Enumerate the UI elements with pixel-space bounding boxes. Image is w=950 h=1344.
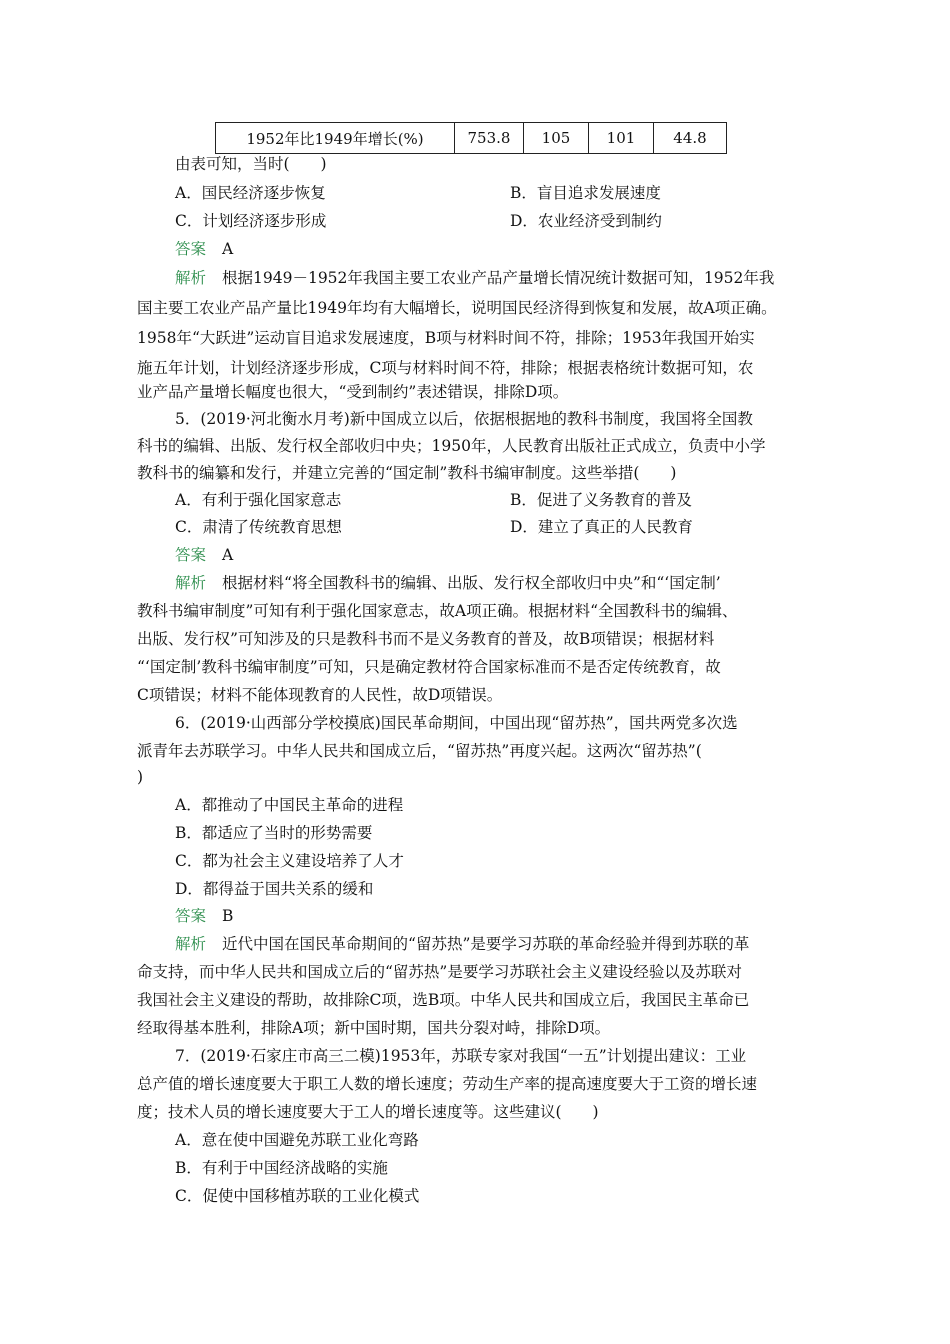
q7-stem-line: 7．(2019·石家庄市高三二模)1953年，苏联专家对我国“一五”计划提出建议：工业: [175, 1047, 747, 1065]
answer-label: 答案: [175, 546, 207, 564]
q4-analysis-line: 1958年“大跃进”运动盲目追求发展速度，B项与材料时间不符，排除；1953年我国开始实: [137, 329, 755, 347]
answer-label: 答案: [175, 907, 207, 925]
table-cell: 753.8: [455, 123, 524, 154]
table-cell: 101: [589, 123, 654, 154]
q5-option-a: A．有利于强化国家意志: [175, 491, 342, 509]
analysis-label: 解析: [175, 269, 207, 287]
q6-option-d: D．都得益于国共关系的缓和: [175, 880, 374, 898]
table-cell: 1952年比1949年增长(%): [216, 123, 455, 154]
answer-label: 答案: [175, 240, 207, 258]
q7-stem-line: 度；技术人员的增长速度要大于工人的增长速度等。这些建议( ): [137, 1103, 599, 1121]
analysis-text: 近代中国在国民革命期间的“留苏热”是要学习苏联的革命经验并得到苏联的革: [222, 935, 750, 953]
q6-stem-line: ): [137, 768, 144, 786]
q5-analysis-line: [175, 573, 721, 593]
q4-answer: [175, 239, 233, 259]
q6-stem-line: 派青年去苏联学习。中华人民共和国成立后，“留苏热”再度兴起。这两次“留苏热”(: [137, 742, 702, 760]
q7-option-c: C．促使中国移植苏联的工业化模式: [175, 1187, 420, 1205]
q4-analysis-line: [175, 268, 774, 288]
q5-option-c: C．肃清了传统教育思想: [175, 518, 342, 536]
q5-analysis-line: 出版、发行权”可知涉及的只是教科书而不是义务教育的普及，故B项错误；根据材料: [137, 630, 715, 648]
table-cell: 44.8: [654, 123, 727, 154]
answer-value: A: [222, 546, 234, 564]
q7-option-b: B．有利于中国经济战略的实施: [175, 1159, 388, 1177]
q5-analysis-line: 教科书编审制度”可知有利于强化国家意志，故A项正确。根据材料“全国教科书的编辑、: [137, 602, 738, 620]
q4-option-d: D．农业经济受到制约: [510, 212, 662, 230]
q5-analysis-line: “‘国定制’教科书编审制度”可知，只是确定教材符合国家标准而不是否定传统教育，故: [137, 658, 721, 676]
analysis-label: 解析: [175, 935, 207, 953]
q5-analysis-line: C项错误；材料不能体现教育的人民性，故D项错误。: [137, 686, 503, 704]
q6-answer: [175, 906, 233, 926]
q4-option-a: A．国民经济逐步恢复: [175, 184, 326, 202]
q4-analysis-line: 业产品产量增长幅度也很大，“受到制约”表述错误，排除D项。: [137, 383, 569, 401]
table-cell: 105: [524, 123, 589, 154]
q4-stem: 由表可知，当时( ): [175, 155, 327, 173]
q4-option-c: C．计划经济逐步形成: [175, 212, 327, 230]
q6-analysis-line: 我国社会主义建设的帮助，故排除C项，选B项。中华人民共和国成立后，我国民主革命已: [137, 991, 750, 1009]
q6-analysis-line: [175, 934, 749, 954]
q6-analysis-line: 经取得基本胜利，排除A项；新中国时期，国共分裂对峙，排除D项。: [137, 1019, 611, 1037]
q5-stem-line: 5．(2019·河北衡水月考)新中国成立以后，依据根据地的教科书制度，我国将全国教: [175, 410, 753, 428]
q5-answer: [175, 545, 233, 565]
q5-option-b: B．促进了义务教育的普及: [510, 491, 692, 509]
q6-stem-line: 6．(2019·山西部分学校摸底)国民革命期间，中国出现“留苏热”，国共两党多次选: [175, 714, 738, 732]
growth-table: [215, 122, 727, 154]
q7-option-a: A．意在使中国避免苏联工业化弯路: [175, 1131, 419, 1149]
q7-stem-line: 总产值的增长速度要大于职工人数的增长速度；劳动生产率的提高速度要大于工资的增长速: [137, 1075, 758, 1093]
q5-stem-line: 教科书的编纂和发行，并建立完善的“国定制”教科书编审制度。这些举措( ): [137, 464, 677, 482]
analysis-text: 根据1949－1952年我国主要工农业产品产量增长情况统计数据可知，1952年我: [222, 269, 775, 287]
q6-option-c: C．都为社会主义建设培养了人才: [175, 852, 404, 870]
q4-analysis-line: 施五年计划，计划经济逐步形成，C项与材料时间不符，排除；根据表格统计数据可知，农: [137, 359, 754, 377]
q4-analysis-line: 国主要工农业产品产量比1949年均有大幅增长，说明国民经济得到恢复和发展，故A项正确。: [137, 299, 777, 317]
q5-option-d: D．建立了真正的人民教育: [510, 518, 693, 536]
q6-analysis-line: 命支持，而中华人民共和国成立后的“留苏热”是要学习苏联社会主义建设经验以及苏联对: [137, 963, 742, 981]
q6-option-a: A．都推动了中国民主革命的进程: [175, 796, 404, 814]
q6-option-b: B．都适应了当时的形势需要: [175, 824, 373, 842]
analysis-label: 解析: [175, 574, 207, 592]
q4-option-b: B．盲目追求发展速度: [510, 184, 661, 202]
table-row: [216, 123, 727, 154]
answer-value: A: [222, 240, 234, 258]
q5-stem-line: 科书的编辑、出版、发行权全部收归中央；1950年，人民教育出版社正式成立，负责中小学: [137, 437, 766, 455]
answer-value: B: [222, 907, 234, 925]
analysis-text: 根据材料“将全国教科书的编辑、出版、发行权全部收归中央”和“‘国定制’: [222, 574, 721, 592]
